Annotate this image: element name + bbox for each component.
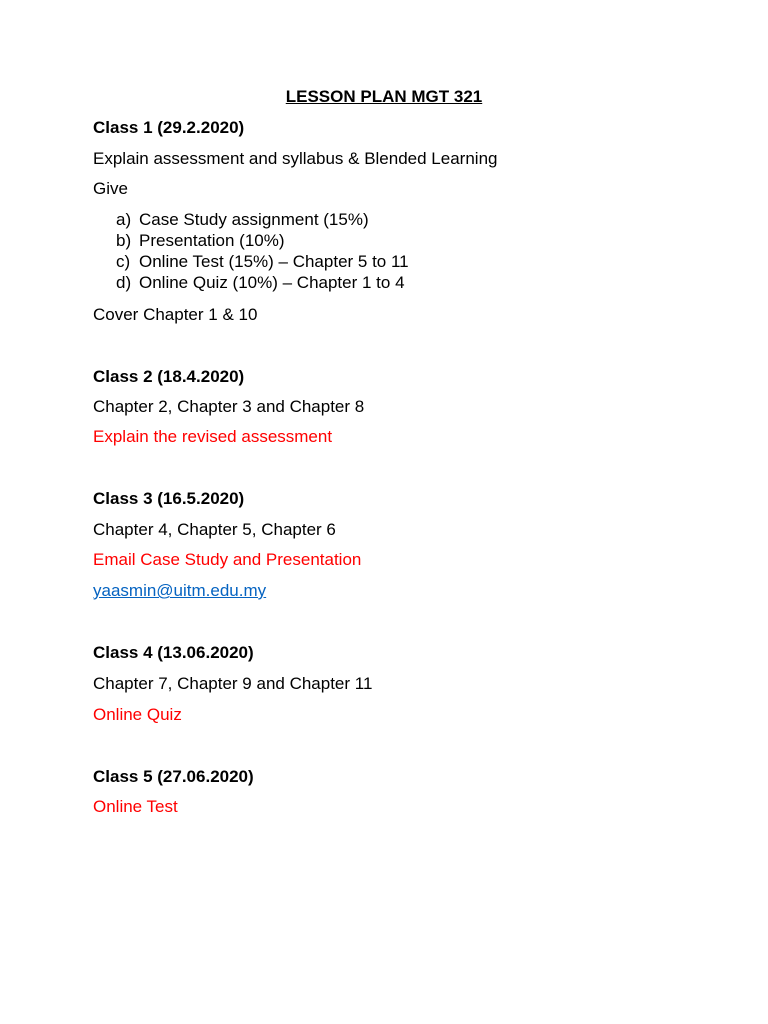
list-item-text: Presentation (10%) xyxy=(139,231,285,250)
class-3-chapters: Chapter 4, Chapter 5, Chapter 6 xyxy=(93,520,336,539)
class-1-cover: Cover Chapter 1 & 10 xyxy=(93,305,258,324)
list-marker: d) xyxy=(116,273,132,292)
class-2-chapters: Chapter 2, Chapter 3 and Chapter 8 xyxy=(93,397,365,416)
assessment-item xyxy=(116,252,409,272)
class-4-chapters: Chapter 7, Chapter 9 and Chapter 11 xyxy=(93,674,373,693)
class-2-heading: Class 2 (18.4.2020) xyxy=(93,367,245,386)
list-item-text: Case Study assignment (15%) xyxy=(139,210,369,229)
class-5-heading: Class 5 (27.06.2020) xyxy=(93,767,254,786)
assessment-item xyxy=(116,273,405,293)
list-item-text: Online Test (15%) – Chapter 5 to 11 xyxy=(139,252,409,271)
class-4-heading: Class 4 (13.06.2020) xyxy=(93,643,254,662)
class-1-give: Give xyxy=(93,179,128,198)
email-link[interactable]: yaasmin@uitm.edu.my xyxy=(93,581,267,600)
class-2-note: Explain the revised assessment xyxy=(93,427,333,446)
class-1-heading: Class 1 (29.2.2020) xyxy=(93,118,245,137)
class-4-note: Online Quiz xyxy=(93,705,182,724)
list-item-text: Online Quiz (10%) – Chapter 1 to 4 xyxy=(139,273,405,292)
class-3-heading: Class 3 (16.5.2020) xyxy=(93,489,245,508)
document-title: LESSON PLAN MGT 321 xyxy=(285,87,483,106)
class-5-note: Online Test xyxy=(93,797,178,816)
list-marker: c) xyxy=(116,252,131,271)
assessment-item xyxy=(116,210,369,230)
assessment-item xyxy=(116,231,285,251)
class-1-description: Explain assessment and syllabus & Blended Learning xyxy=(93,149,498,168)
class-3-note: Email Case Study and Presentation xyxy=(93,550,362,569)
list-marker: b) xyxy=(116,231,132,250)
list-marker: a) xyxy=(116,210,132,229)
